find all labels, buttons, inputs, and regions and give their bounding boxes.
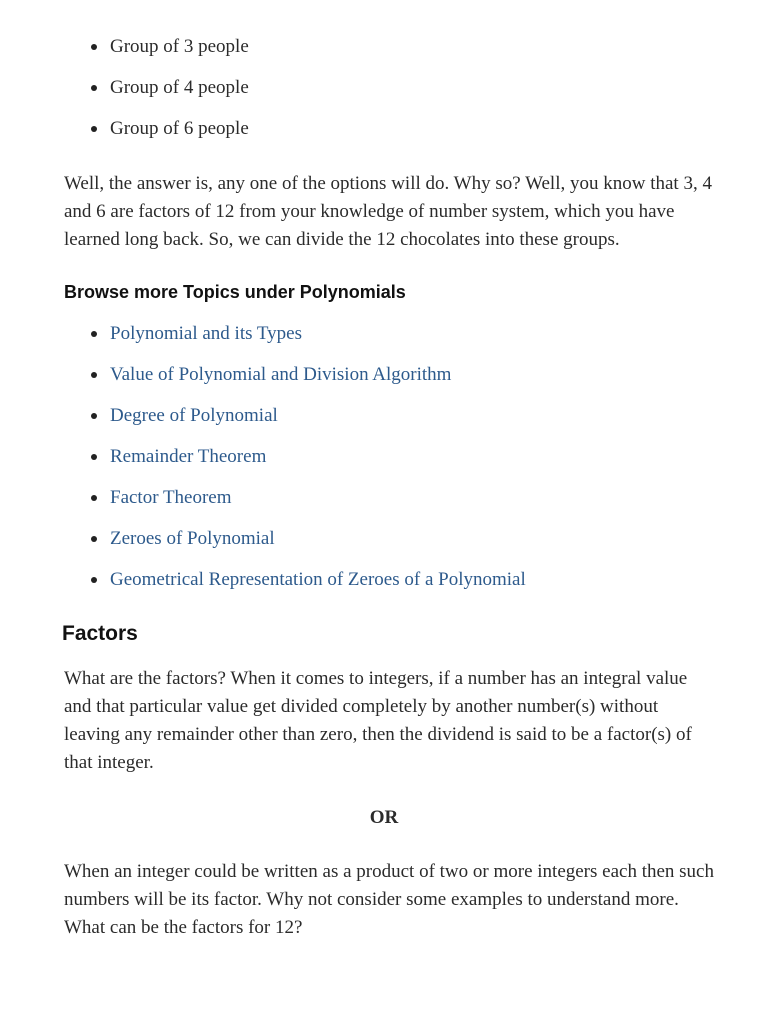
topic-link-factor-theorem[interactable]: Factor Theorem bbox=[110, 487, 232, 508]
list-item: Group of 6 people bbox=[64, 117, 714, 141]
topic-link-geometrical-zeroes[interactable]: Geometrical Representation of Zeroes of a Polynomial bbox=[110, 569, 526, 590]
topic-link-zeroes[interactable]: Zeroes of Polynomial bbox=[110, 528, 275, 549]
bullet-icon bbox=[91, 85, 97, 91]
bullet-icon bbox=[91, 536, 97, 542]
list-item bbox=[64, 445, 714, 469]
list-item bbox=[64, 404, 714, 428]
list-item bbox=[64, 568, 714, 592]
product-paragraph: When an integer could be written as a product of two or more integers each then such numbers will be its factor. Why not consider some examples to understand more. What can be the factors for 12? bbox=[64, 861, 714, 938]
topic-link-value-division[interactable]: Value of Polynomial and Division Algorithm bbox=[110, 364, 452, 385]
bullet-icon bbox=[91, 577, 97, 583]
bullet-icon bbox=[91, 495, 97, 501]
topic-links-list bbox=[64, 322, 714, 609]
bullet-icon bbox=[91, 44, 97, 50]
topic-link-degree[interactable]: Degree of Polynomial bbox=[110, 405, 278, 426]
list-item: Group of 4 people bbox=[64, 76, 714, 100]
list-item bbox=[64, 486, 714, 510]
list-item bbox=[64, 363, 714, 387]
list-item bbox=[64, 322, 714, 346]
factors-definition-paragraph: What are the factors? When it comes to integers, if a number has an integral value and that particular value get divided completely by another number(s) without leaving any remainder other than zero, then the dividend is said to be a factor(s) of that integer. bbox=[64, 668, 692, 773]
topic-link-remainder-theorem[interactable]: Remainder Theorem bbox=[110, 446, 267, 467]
answer-paragraph: Well, the answer is, any one of the options will do. Why so? Well, you know that 3, 4 and 6 are factors of 12 from your knowledge of number system, which you have learned long back. So, we can divide the 12 chocolates into these groups. bbox=[64, 173, 712, 250]
group-options-list bbox=[64, 35, 714, 158]
browse-topics-heading: Browse more Topics under Polynomials bbox=[64, 282, 406, 302]
topic-link-polynomial-types[interactable]: Polynomial and its Types bbox=[110, 323, 303, 344]
bullet-icon bbox=[91, 372, 97, 378]
factors-heading: Factors bbox=[62, 622, 138, 645]
bullet-icon bbox=[91, 413, 97, 419]
bullet-icon bbox=[91, 454, 97, 460]
or-separator: OR bbox=[369, 807, 399, 828]
bullet-icon bbox=[91, 331, 97, 337]
bullet-icon bbox=[91, 126, 97, 132]
list-item bbox=[64, 527, 714, 551]
list-item: Group of 3 people bbox=[64, 35, 714, 59]
